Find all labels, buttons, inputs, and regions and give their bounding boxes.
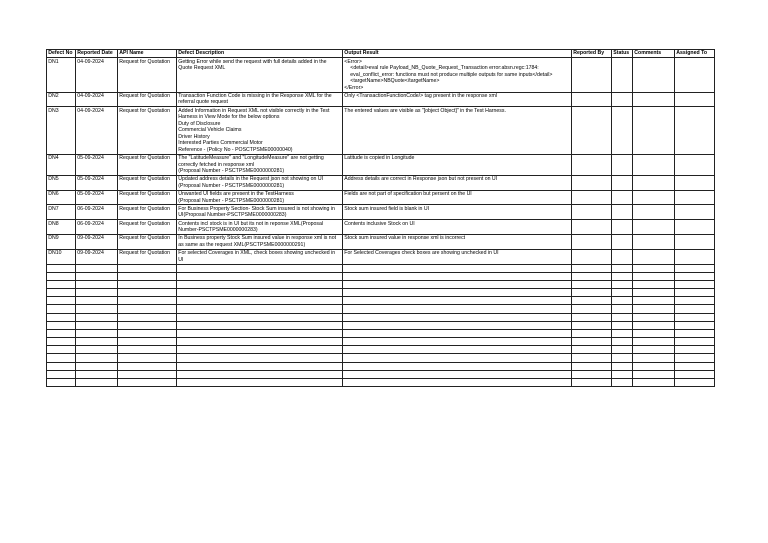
cell-output-result[interactable] (343, 235, 572, 250)
cell-status[interactable] (612, 92, 633, 107)
cell-comments[interactable] (633, 190, 675, 205)
cell-comments[interactable] (633, 220, 675, 235)
cell-assigned-to[interactable] (675, 175, 715, 190)
empty-cell[interactable] (572, 354, 612, 362)
cell-assigned-to[interactable] (675, 154, 715, 175)
empty-table-row (47, 346, 715, 354)
empty-cell[interactable] (177, 313, 343, 321)
empty-table-row (47, 297, 715, 305)
cell-defect-description-line: Driver History (178, 133, 210, 140)
empty-cell[interactable] (343, 264, 572, 272)
empty-cell[interactable] (572, 329, 612, 337)
cell-reported-date[interactable]: 05-09-2024 (76, 175, 118, 190)
header-comments[interactable]: Comments (633, 50, 675, 58)
cell-defect-description-line: Interested Parties Commercial Motor (178, 140, 263, 147)
empty-cell[interactable] (675, 272, 715, 280)
cell-output-result[interactable] (343, 92, 572, 107)
empty-cell[interactable] (76, 354, 118, 362)
empty-cell[interactable] (572, 370, 612, 378)
empty-table-row (47, 305, 715, 313)
empty-cell[interactable] (675, 379, 715, 387)
empty-cell[interactable] (47, 280, 76, 288)
cell-defect-description-line: Commercial Vehicle Claims (178, 127, 242, 134)
empty-cell[interactable] (177, 362, 343, 370)
empty-cell[interactable] (177, 370, 343, 378)
empty-cell[interactable] (76, 264, 118, 272)
cell-status[interactable] (612, 235, 633, 250)
empty-cell[interactable] (633, 354, 675, 362)
empty-cell[interactable] (343, 305, 572, 313)
empty-cell[interactable] (675, 321, 715, 329)
empty-cell[interactable] (343, 370, 572, 378)
cell-output-result[interactable] (343, 175, 572, 190)
empty-table-row (47, 321, 715, 329)
empty-cell[interactable] (47, 379, 76, 387)
empty-cell[interactable] (76, 313, 118, 321)
cell-reported-by[interactable] (572, 249, 612, 264)
empty-cell[interactable] (612, 370, 633, 378)
cell-comments[interactable] (633, 249, 675, 264)
cell-api-name[interactable]: Request for Quotation (118, 175, 177, 190)
empty-cell[interactable] (118, 264, 177, 272)
cell-defect-description-line: Duty of Disclosure (178, 120, 221, 127)
cell-reported-by[interactable] (572, 107, 612, 154)
cell-output-result[interactable] (343, 220, 572, 235)
empty-cell[interactable] (572, 305, 612, 313)
empty-cell[interactable] (343, 272, 572, 280)
cell-defect-description-line: (Proposal Number - PSCTPSME0000000281) (178, 182, 285, 189)
empty-cell[interactable] (572, 280, 612, 288)
cell-reported-by[interactable] (572, 92, 612, 107)
header-api-name[interactable]: API Name (118, 50, 177, 58)
cell-output-result[interactable] (343, 249, 572, 264)
empty-cell[interactable] (177, 379, 343, 387)
cell-reported-by[interactable] (572, 220, 612, 235)
empty-table-row (47, 370, 715, 378)
empty-cell[interactable] (572, 313, 612, 321)
cell-defect-no[interactable]: DN8 (47, 220, 76, 235)
empty-cell[interactable] (675, 338, 715, 346)
cell-reported-date[interactable]: 05-09-2024 (76, 154, 118, 175)
empty-cell[interactable] (633, 362, 675, 370)
cell-output-result-line: The entered values are visible as "[object Object]" in the Test Harness. (344, 107, 506, 114)
empty-cell[interactable] (118, 329, 177, 337)
cell-api-name[interactable]: Request for Quotation (118, 154, 177, 175)
empty-cell[interactable] (343, 362, 572, 370)
empty-cell[interactable] (343, 289, 572, 297)
empty-cell[interactable] (118, 321, 177, 329)
cell-assigned-to[interactable] (675, 58, 715, 92)
empty-cell[interactable] (47, 338, 76, 346)
empty-cell[interactable] (572, 289, 612, 297)
empty-cell[interactable] (675, 354, 715, 362)
cell-defect-no[interactable]: DN2 (47, 92, 76, 107)
empty-cell[interactable] (47, 346, 76, 354)
empty-cell[interactable] (343, 297, 572, 305)
empty-cell[interactable] (675, 264, 715, 272)
empty-cell[interactable] (343, 354, 572, 362)
cell-assigned-to[interactable] (675, 107, 715, 154)
table-row (47, 107, 715, 154)
cell-defect-no[interactable]: DN1 (47, 58, 76, 92)
cell-reported-by[interactable] (572, 190, 612, 205)
cell-defect-no[interactable]: DN3 (47, 107, 76, 154)
cell-api-name[interactable]: Request for Quotation (118, 220, 177, 235)
cell-output-result-line: Latitude is copied in Longitude (344, 155, 415, 162)
empty-cell[interactable] (343, 379, 572, 387)
cell-defect-description-line: (Proposal Number - PSCTPSME0000000281) (178, 168, 285, 175)
cell-defect-description-line: Unwanted UI fields are present in the TestHarness (178, 191, 294, 198)
header-assigned-to[interactable]: Assigned To (675, 50, 715, 58)
empty-cell[interactable] (118, 354, 177, 362)
table-row (47, 235, 715, 250)
empty-table-row (47, 272, 715, 280)
empty-cell[interactable] (177, 297, 343, 305)
empty-cell[interactable] (118, 289, 177, 297)
empty-cell[interactable] (612, 272, 633, 280)
cell-comments[interactable] (633, 58, 675, 92)
empty-cell[interactable] (76, 280, 118, 288)
cell-comments[interactable] (633, 235, 675, 250)
defect-log-table (46, 49, 715, 387)
empty-cell[interactable] (675, 370, 715, 378)
cell-defect-description[interactable] (177, 107, 343, 154)
cell-comments[interactable] (633, 154, 675, 175)
table-row (47, 190, 715, 205)
empty-cell[interactable] (76, 379, 118, 387)
cell-reported-date[interactable]: 05-09-2024 (76, 190, 118, 205)
cell-reported-date[interactable]: 09-09-2024 (76, 235, 118, 250)
cell-defect-description-line: For Business Property Section- Stock Sum insured is not showing in UI(Proposal Number-PSCTPSME0000000283) (178, 205, 335, 219)
cell-defect-description[interactable] (177, 154, 343, 175)
cell-output-result-line: Fields are not part of specification but persent on the UI (344, 191, 472, 198)
empty-cell[interactable] (76, 346, 118, 354)
cell-defect-description[interactable] (177, 92, 343, 107)
cell-reported-date[interactable]: 04-09-2024 (76, 92, 118, 107)
cell-defect-description-line: In Business property Stock Sum insured value in response xml is not as same as the request XML(PSCTPSME0000000291) (178, 235, 337, 248)
cell-assigned-to[interactable] (675, 235, 715, 250)
empty-cell[interactable] (675, 346, 715, 354)
cell-api-name[interactable]: Request for Quotation (118, 92, 177, 107)
empty-table-row (47, 289, 715, 297)
empty-cell[interactable] (633, 289, 675, 297)
empty-cell[interactable] (633, 329, 675, 337)
empty-cell[interactable] (76, 272, 118, 280)
empty-table-row (47, 354, 715, 362)
empty-cell[interactable] (76, 297, 118, 305)
cell-status[interactable] (612, 220, 633, 235)
cell-api-name[interactable]: Request for Quotation (118, 107, 177, 154)
cell-status[interactable] (612, 175, 633, 190)
cell-defect-no[interactable]: DN7 (47, 205, 76, 220)
empty-cell[interactable] (118, 379, 177, 387)
empty-cell[interactable] (612, 305, 633, 313)
empty-table-row (47, 313, 715, 321)
empty-cell[interactable] (612, 264, 633, 272)
empty-cell[interactable] (177, 289, 343, 297)
cell-reported-by[interactable] (572, 175, 612, 190)
empty-cell[interactable] (47, 272, 76, 280)
empty-cell[interactable] (612, 362, 633, 370)
cell-output-result[interactable] (343, 190, 572, 205)
empty-cell[interactable] (572, 297, 612, 305)
empty-cell[interactable] (47, 313, 76, 321)
empty-cell[interactable] (118, 297, 177, 305)
cell-api-name[interactable]: Request for Quotation (118, 235, 177, 250)
empty-cell[interactable] (343, 321, 572, 329)
empty-cell[interactable] (118, 272, 177, 280)
empty-cell[interactable] (76, 329, 118, 337)
cell-output-result[interactable] (343, 205, 572, 220)
cell-defect-description[interactable] (177, 249, 343, 264)
cell-reported-by[interactable] (572, 205, 612, 220)
empty-cell[interactable] (633, 379, 675, 387)
cell-output-result-line: <targetName>NBQuote</targetName> (350, 78, 440, 85)
cell-comments[interactable] (633, 205, 675, 220)
empty-cell[interactable] (47, 370, 76, 378)
empty-cell[interactable] (612, 379, 633, 387)
cell-assigned-to[interactable] (675, 220, 715, 235)
empty-cell[interactable] (118, 313, 177, 321)
empty-cell[interactable] (177, 354, 343, 362)
cell-status[interactable] (612, 205, 633, 220)
empty-cell[interactable] (76, 362, 118, 370)
cell-reported-date[interactable]: 09-09-2024 (76, 249, 118, 264)
cell-defect-description-line: Reference - (Policy No - POSCTPSME00000040) (178, 146, 293, 153)
cell-output-result-line: Only <TransactionFunctionCode/> tag present in the response xml (344, 92, 497, 99)
empty-cell[interactable] (675, 289, 715, 297)
cell-reported-date[interactable]: 06-09-2024 (76, 205, 118, 220)
empty-cell[interactable] (572, 379, 612, 387)
empty-cell[interactable] (612, 338, 633, 346)
cell-api-name[interactable]: Request for Quotation (118, 58, 177, 92)
empty-cell[interactable] (572, 321, 612, 329)
cell-api-name[interactable]: Request for Quotation (118, 190, 177, 205)
cell-output-result[interactable] (343, 107, 572, 154)
cell-status[interactable] (612, 107, 633, 154)
cell-defect-description-line: Updated address details in the Request json not showing on UI (178, 176, 324, 183)
empty-cell[interactable] (675, 313, 715, 321)
empty-cell[interactable] (572, 264, 612, 272)
empty-cell[interactable] (612, 346, 633, 354)
cell-defect-description-line: For selected Coverages in XML, check boxes showing unchecked in UI (178, 250, 336, 263)
empty-cell[interactable] (633, 313, 675, 321)
cell-reported-by[interactable] (572, 58, 612, 92)
empty-cell[interactable] (47, 329, 76, 337)
cell-status[interactable] (612, 154, 633, 175)
empty-cell[interactable] (47, 362, 76, 370)
empty-cell[interactable] (177, 321, 343, 329)
empty-cell[interactable] (633, 346, 675, 354)
cell-defect-description[interactable] (177, 205, 343, 220)
empty-cell[interactable] (118, 280, 177, 288)
cell-status[interactable] (612, 190, 633, 205)
cell-defect-description[interactable] (177, 175, 343, 190)
empty-cell[interactable] (343, 346, 572, 354)
empty-cell[interactable] (76, 289, 118, 297)
cell-defect-no[interactable]: DN6 (47, 190, 76, 205)
empty-cell[interactable] (612, 280, 633, 288)
empty-table-row (47, 264, 715, 272)
cell-reported-date[interactable]: 06-09-2024 (76, 220, 118, 235)
cell-output-result-line: <Error> (344, 58, 362, 65)
empty-cell[interactable] (76, 338, 118, 346)
empty-cell[interactable] (343, 329, 572, 337)
empty-cell[interactable] (675, 297, 715, 305)
cell-defect-description[interactable] (177, 58, 343, 92)
empty-cell[interactable] (177, 329, 343, 337)
table-row (47, 249, 715, 264)
cell-output-result[interactable] (343, 154, 572, 175)
empty-table-row (47, 329, 715, 337)
cell-defect-description-line: The "LatitudeMeasure" and "LongitudeMeasure" are not getting correctly fetched in response xml (178, 155, 324, 168)
cell-output-result-line: For Selected Coverages check boxes are showing unchecked in UI (344, 250, 499, 257)
cell-defect-no[interactable]: DN9 (47, 235, 76, 250)
cell-defect-no[interactable]: DN4 (47, 154, 76, 175)
empty-cell[interactable] (675, 329, 715, 337)
empty-cell[interactable] (177, 280, 343, 288)
header-output-result[interactable]: Output Result (343, 50, 572, 58)
empty-cell[interactable] (47, 321, 76, 329)
header-row (47, 50, 715, 58)
empty-cell[interactable] (612, 354, 633, 362)
cell-api-name[interactable]: Request for Quotation (118, 249, 177, 264)
table-row (47, 58, 715, 92)
empty-cell[interactable] (612, 329, 633, 337)
empty-cell[interactable] (633, 272, 675, 280)
header-defect-no[interactable]: Defect No (47, 50, 76, 58)
header-reported-date[interactable]: Reported Date (76, 50, 118, 58)
table-row (47, 175, 715, 190)
cell-output-result-line: Address details are correct in Response json but not present on UI (344, 176, 498, 183)
table-row (47, 154, 715, 175)
header-defect-description[interactable]: Defect Description (177, 50, 343, 58)
cell-comments[interactable] (633, 107, 675, 154)
cell-defect-description-line: Contents incl stock is in UI but its not in reponse XML(Proposal Number-PSCTPSME0000000283) (178, 220, 324, 234)
cell-assigned-to[interactable] (675, 249, 715, 264)
empty-cell[interactable] (47, 264, 76, 272)
empty-cell[interactable] (343, 313, 572, 321)
empty-cell[interactable] (47, 289, 76, 297)
cell-defect-description-line: Transaction Function Code is missing in the Response XML for the referral quote request (178, 92, 332, 106)
empty-cell[interactable] (76, 305, 118, 313)
cell-defect-description-line: Added Information in Request XML not visible correctly in the Test Harness in View Mode for the below options (178, 107, 330, 121)
cell-comments[interactable] (633, 92, 675, 107)
header-status[interactable]: Status (612, 50, 633, 58)
empty-cell[interactable] (76, 370, 118, 378)
empty-cell[interactable] (47, 305, 76, 313)
cell-defect-description[interactable] (177, 220, 343, 235)
empty-cell[interactable] (76, 321, 118, 329)
empty-cell[interactable] (633, 338, 675, 346)
empty-cell[interactable] (572, 362, 612, 370)
empty-cell[interactable] (47, 354, 76, 362)
empty-cell[interactable] (118, 370, 177, 378)
empty-cell[interactable] (177, 264, 343, 272)
cell-defect-description[interactable] (177, 235, 343, 250)
empty-cell[interactable] (118, 362, 177, 370)
cell-defect-description[interactable] (177, 190, 343, 205)
cell-defect-description-line: (Proposal Number - PSCTPSME0000000281) (178, 197, 285, 204)
empty-cell[interactable] (633, 297, 675, 305)
empty-cell[interactable] (612, 297, 633, 305)
empty-cell[interactable] (633, 280, 675, 288)
empty-cell[interactable] (177, 272, 343, 280)
cell-comments[interactable] (633, 175, 675, 190)
empty-cell[interactable] (633, 305, 675, 313)
empty-cell[interactable] (343, 280, 572, 288)
empty-cell[interactable] (47, 297, 76, 305)
cell-output-result-line: Contents inclusive Stock on UI (344, 220, 415, 227)
empty-cell[interactable] (343, 338, 572, 346)
cell-output-result-line: Stock sum insured value in response xml is incorrect (344, 235, 466, 242)
cell-reported-date[interactable]: 04-09-2024 (76, 107, 118, 154)
empty-cell[interactable] (572, 346, 612, 354)
empty-cell[interactable] (177, 346, 343, 354)
empty-table-row (47, 280, 715, 288)
empty-cell[interactable] (177, 305, 343, 313)
table-row (47, 220, 715, 235)
cell-assigned-to[interactable] (675, 205, 715, 220)
cell-output-result-line: <detail>eval rule Payload_NB_Quote_Request_Transaction error:absn.regc:1784: eval_conflict_error: functions must not produce multiple outputs for same inputs</detail> (350, 65, 553, 78)
empty-cell[interactable] (572, 338, 612, 346)
empty-cell[interactable] (118, 346, 177, 354)
empty-cell[interactable] (118, 305, 177, 313)
cell-assigned-to[interactable] (675, 190, 715, 205)
empty-cell[interactable] (572, 272, 612, 280)
cell-output-result[interactable] (343, 58, 572, 92)
cell-status[interactable] (612, 249, 633, 264)
empty-cell[interactable] (633, 321, 675, 329)
empty-cell[interactable] (675, 305, 715, 313)
empty-cell[interactable] (612, 313, 633, 321)
cell-defect-no[interactable]: DN10 (47, 249, 76, 264)
cell-output-result-line: </Error> (344, 84, 364, 91)
empty-cell[interactable] (118, 338, 177, 346)
cell-reported-by[interactable] (572, 235, 612, 250)
empty-table-row (47, 362, 715, 370)
empty-table-row (47, 338, 715, 346)
cell-output-result-line: Stock sum insured field is blank in UI (344, 205, 430, 212)
cell-assigned-to[interactable] (675, 92, 715, 107)
table-row (47, 205, 715, 220)
cell-reported-by[interactable] (572, 154, 612, 175)
table-row (47, 92, 715, 107)
empty-table-row (47, 379, 715, 387)
empty-cell[interactable] (633, 264, 675, 272)
empty-cell[interactable] (675, 280, 715, 288)
cell-api-name[interactable]: Request for Quotation (118, 205, 177, 220)
cell-defect-no[interactable]: DN5 (47, 175, 76, 190)
cell-defect-description-line: Getting Error while send the request with full details added in the Quote Request XML (178, 58, 327, 72)
header-reported-by[interactable]: Reported By (572, 50, 612, 58)
empty-cell[interactable] (612, 289, 633, 297)
cell-reported-date[interactable]: 04-09-2024 (76, 58, 118, 92)
empty-cell[interactable] (675, 362, 715, 370)
cell-status[interactable] (612, 58, 633, 92)
empty-cell[interactable] (633, 370, 675, 378)
empty-cell[interactable] (177, 338, 343, 346)
empty-cell[interactable] (612, 321, 633, 329)
